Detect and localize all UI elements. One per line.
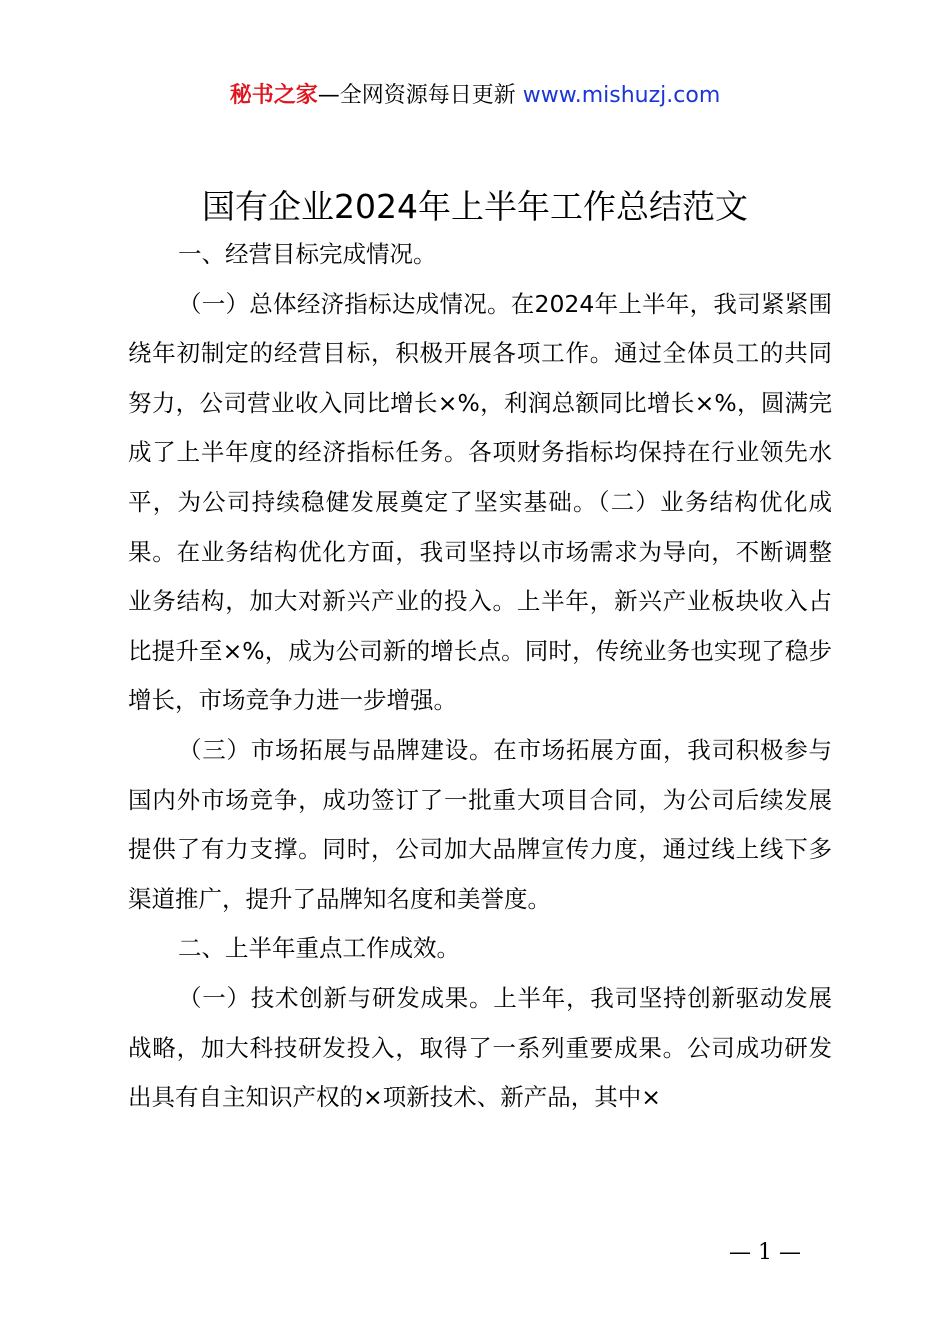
site-url[interactable]: www.mishuzj.com — [522, 83, 721, 108]
document-title: 国有企业2024年上半年工作总结范文 — [202, 187, 748, 226]
paragraph-1: （一）总体经济指标达成情况。在2024年上半年，我司紧紧围绕年初制定的经营目标，积极开展各项工作。通过全体员工的共同努力，公司营业收入同比增长×%，利润总额同比增长×%，圆满完成了上半年度的经济指标任务。各项财务指标均保持在行业领先水平，为公司持续稳健发展奠定了坚实基础。（二）业务结构优化成果。在业务结构优化方面，我司坚持以市场需求为导向，不断调整业务结构，加大对新兴产业的投入。上半年，新兴产业板块收入占比提升至×%，成为公司新的增长点。同时，传统业务也实现了稳步增长，市场竞争力进一步增强。 — [128, 289, 832, 715]
document-body — [128, 230, 832, 1123]
brand-name: 秘书之家 — [229, 83, 318, 108]
page-number: — 1 — — [729, 1240, 801, 1265]
section-heading-2: 二、上半年重点工作成效。 — [178, 934, 460, 963]
paragraph-2: （三）市场拓展与品牌建设。在市场拓展方面，我司积极参与国内外市场竞争，成功签订了一批重大项目合同，为公司后续发展提供了有力支撑。同时，公司加大品牌宣传力度，通过线上线下多渠道推广，提升了品牌知名度和美誉度。 — [128, 735, 832, 913]
banner-tagline: —全网资源每日更新 — [317, 83, 523, 108]
section-heading-1: 一、经营目标完成情况。 — [178, 240, 437, 268]
paragraph-3: （一）技术创新与研发成果。上半年，我司坚持创新驱动发展战略，加大科技研发投入，取得了一系列重要成果。公司成功研发出具有自主知识产权的×项新技术、新产品，其中× — [128, 983, 832, 1112]
site-banner — [0, 80, 950, 112]
